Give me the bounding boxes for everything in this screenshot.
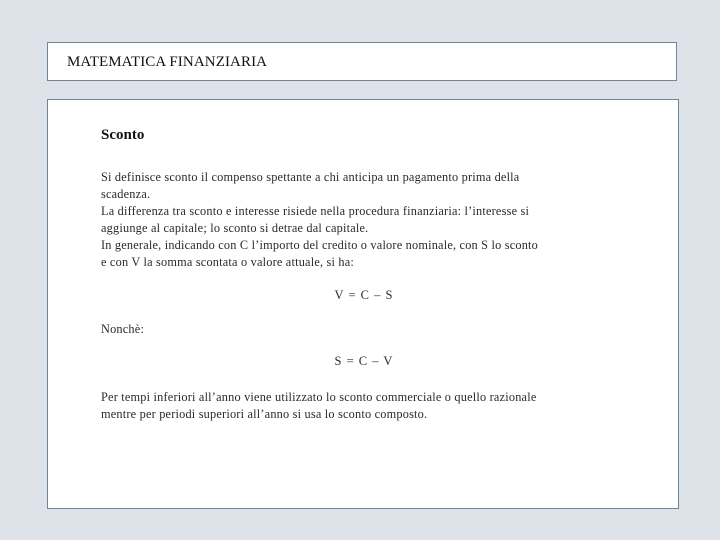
slide-title: MATEMATICA FINANZIARIA (67, 54, 268, 70)
text-line: aggiunge al capitale; lo sconto si detrae dal capitale. (101, 221, 369, 235)
section-heading: Sconto (101, 127, 145, 143)
text-line: Nonchè: (101, 322, 145, 336)
text-line: scadenza. (101, 187, 151, 201)
text-line: Per tempi inferiori all’anno viene utilizzato lo sconto commerciale o quello razionale (101, 390, 537, 404)
title-box (47, 42, 677, 81)
text-line: mentre per periodi superiori all’anno si usa lo sconto composto. (101, 407, 428, 421)
formula-v: V = C – S (334, 288, 394, 302)
nonche-label (101, 321, 606, 338)
text-line: In generale, indicando con C l’importo del credito o valore nominale, con S lo sconto (101, 238, 539, 252)
text-line: Si definisce sconto il compenso spettante a chi anticipa un pagamento prima della (101, 170, 520, 184)
definition-paragraph (101, 169, 606, 271)
content-box (47, 99, 679, 509)
closing-paragraph (101, 389, 606, 423)
formula-s: S = C – V (334, 354, 394, 368)
text-line: e con V la somma scontata o valore attuale, si ha: (101, 255, 355, 269)
text-line: La differenza tra sconto e interesse risiede nella procedura finanziaria: l’interesse si (101, 204, 530, 218)
